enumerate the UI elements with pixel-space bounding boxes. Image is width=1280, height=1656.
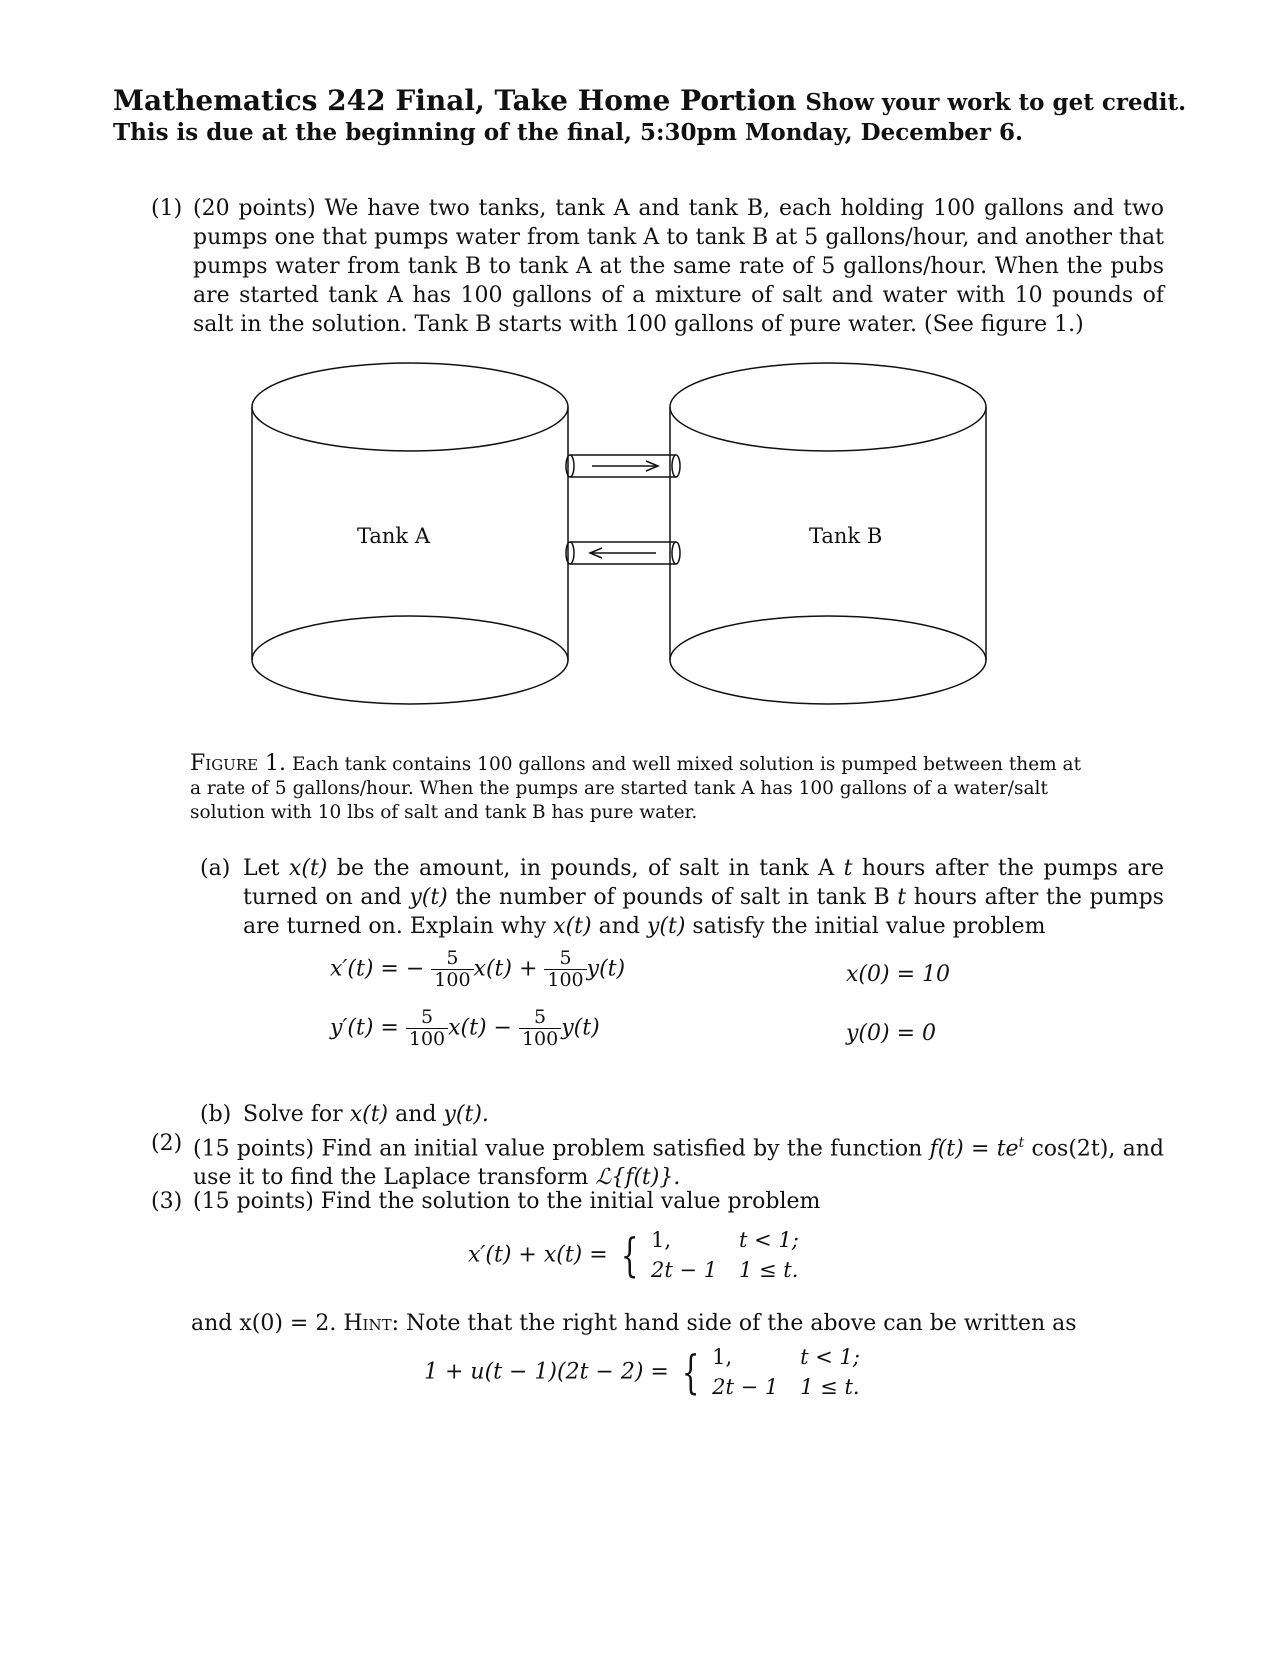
problem-3-number: (3) (151, 1189, 183, 1214)
eq2-mid: x(t) − (448, 1015, 512, 1041)
lower-pipe-right-end (672, 542, 680, 564)
part-a-y-of-t: y(t) (409, 885, 448, 910)
eq1-lhs: x′(t) = − (330, 956, 425, 982)
part-b-x-of-t: x(t) (349, 1102, 389, 1127)
caption-label: Figure 1. (190, 751, 287, 776)
tank-b-top (670, 363, 986, 451)
piecewise-cases (651, 1225, 799, 1285)
frac-num: 5 (420, 1006, 434, 1028)
eq2-frac-2 (519, 1007, 561, 1050)
part-a (200, 854, 1165, 941)
eq1-end: y(t) (586, 956, 626, 982)
frac-den: 100 (431, 969, 473, 991)
piecewise-lhs: x′(t) + x(t) = (468, 1242, 608, 1268)
part-a-text-4: the number of pounds of salt in tank B (455, 885, 890, 910)
part-a-text-7: satisfy the initial value problem (692, 914, 1046, 939)
equation-x-prime (330, 948, 625, 991)
title-main: Mathematics 242 Final, Take Home Portion (113, 84, 797, 117)
case-1-value: 1, (650, 1228, 671, 1252)
upper-pipe-right-end (672, 455, 680, 477)
hint-text: Note that the right hand side of the above can be written as (406, 1311, 1077, 1336)
equation-y-prime (330, 1007, 600, 1050)
problem-2-text-2: and use it to find the Laplace transform (193, 1136, 1164, 1191)
hint-case-2-value: 2t − 1 (712, 1375, 779, 1399)
hint-lhs: 1 + u(t − 1)(2t − 2) = (424, 1359, 669, 1385)
hint-label: Hint: (343, 1311, 399, 1336)
frac-num: 5 (559, 947, 572, 969)
frac-num: 5 (534, 1006, 547, 1028)
part-b-label: (b) (200, 1102, 232, 1127)
problem-2-text-1: (15 points) Find an initial value problem satisfied by the function (193, 1136, 923, 1162)
eq2-frac-1 (406, 1007, 448, 1050)
eq2-end: y(t) (561, 1015, 600, 1041)
part-a-text-5: hours after the pumps are turned on. Explain why (243, 885, 1164, 939)
initial-condition-x: x(0) = 10 (846, 962, 950, 987)
frac-den: 100 (544, 969, 586, 991)
figure-caption (190, 752, 1090, 825)
part-a-x-of-t-2: x(t) (553, 914, 592, 939)
hint-case-1-condition: t < 1; (800, 1345, 860, 1369)
hint-case-2-condition: 1 ≤ t. (800, 1375, 860, 1399)
problem-1-text: (20 points) We have two tanks, tank A and tank B, each holding 100 gallons and two pumps one that pumps water from tank A to tank B at 5 gallons/hour, and another that pumps water from tank B to tank A at the same rate of 5 gallons/hour. When the pubs are started tank A has 100 gallons of a mixture of salt and water with 10 pounds of salt in the solution. Tank B starts with 100 gallons of pure water. (See figure 1.) (193, 196, 1164, 337)
part-b (200, 1100, 1164, 1129)
hint-prefix: and x(0) = 2. (191, 1311, 337, 1336)
part-a-text-3: hours after the pumps are turned on and (243, 856, 1165, 910)
part-a-text-6: and (598, 914, 640, 939)
problem-2-laplace: ℒ{f(t)}. (595, 1165, 681, 1191)
part-b-y-of-t: y(t). (443, 1102, 489, 1127)
tank-b-bottom (670, 616, 986, 704)
case-1-condition: t < 1; (738, 1228, 799, 1252)
due-date-line: This is due at the beginning of the final, 5:30pm Monday, December 6. (113, 119, 1024, 146)
piecewise-equation (468, 1225, 799, 1285)
title-instruction: Show your work to get credit. (805, 89, 1187, 116)
part-a-y-of-t-2: y(t) (646, 914, 686, 939)
hint-cases (712, 1342, 860, 1402)
caption-text: Each tank contains 100 gallons and well mixed solution is pumped between them at a rate of 5 gallons/hour. When the pumps are started tank A has 100 gallons of a water/salt solution with 10 lbs of salt and tank B has pure water. (190, 754, 1082, 823)
hint-case-1-value: 1, (712, 1345, 733, 1369)
tank-a-label: Tank A (357, 524, 430, 548)
document-title (113, 84, 1187, 120)
part-a-t-1: t (843, 856, 853, 881)
problem-2-function-end: cos(2t), (1031, 1136, 1116, 1162)
part-a-t-2: t (897, 885, 907, 910)
tank-b-label: Tank B (809, 524, 883, 548)
case-2-condition: 1 ≤ t. (738, 1258, 799, 1282)
problem-3 (151, 1187, 1164, 1216)
frac-num: 5 (446, 947, 459, 969)
problem-2-exponent: t (1018, 1135, 1025, 1151)
part-a-x-of-t: x(t) (288, 856, 328, 881)
part-a-text-2: be the amount, in pounds, of salt in tank A (336, 856, 835, 881)
part-b-text-1: Solve for (243, 1102, 343, 1127)
eq2-lhs: y′(t) = (330, 1015, 399, 1041)
part-a-text-1: Let (243, 856, 280, 881)
problem-2-number: (2) (151, 1131, 183, 1156)
frac-den: 100 (406, 1028, 448, 1050)
hint-piecewise-equation (424, 1342, 860, 1402)
part-b-text-2: and (395, 1102, 437, 1127)
problem-3-text: (15 points) Find the solution to the initial value problem (193, 1189, 821, 1214)
problem-2 (151, 1129, 1164, 1192)
hint-line (191, 1309, 1077, 1338)
frac-den: 100 (519, 1028, 561, 1050)
tank-a-top (252, 363, 568, 451)
initial-condition-y: y(0) = 0 (846, 1021, 937, 1046)
eq1-mid: x(t) + (473, 956, 538, 982)
hint-left-brace: { (681, 1345, 700, 1399)
left-brace: { (620, 1228, 639, 1282)
eq1-frac-1 (431, 948, 473, 991)
problem-1-number: (1) (151, 196, 183, 221)
problem-2-function: f(t) = te (929, 1136, 1019, 1162)
part-a-label: (a) (200, 856, 231, 881)
tank-a-bottom (252, 616, 568, 704)
case-2-value: 2t − 1 (650, 1258, 718, 1282)
eq1-frac-2 (544, 948, 586, 991)
upper-pipe-left-end (566, 455, 574, 477)
problem-1 (151, 194, 1164, 339)
lower-pipe-left-end (566, 542, 574, 564)
